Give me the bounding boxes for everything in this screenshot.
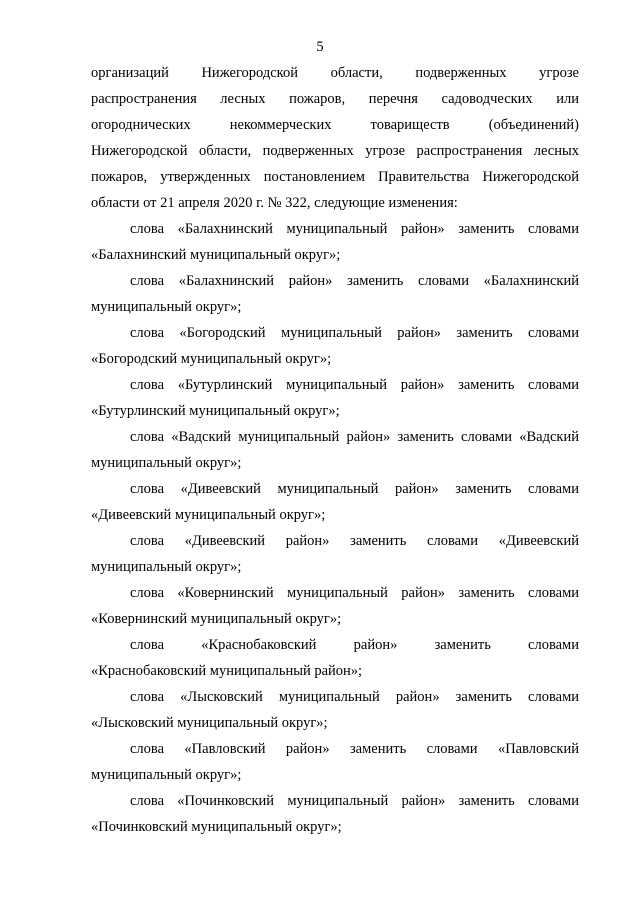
text-line: «Дивеевский муниципальный округ»; (91, 507, 326, 523)
text-line: «Краснобаковский муниципальный район»; (91, 663, 363, 679)
text-line: слова «Балахнинский район» заменить словами «Балахнинский (130, 273, 579, 289)
text-line: слова «Вадский муниципальный район» заменить словами «Вадский (130, 429, 579, 445)
text-line: области от 21 апреля 2020 г. № 322, следующие изменения: (91, 195, 458, 211)
text-line: «Ковернинский муниципальный округ»; (91, 611, 342, 627)
text-line: пожаров, утвержденных постановлением Правительства Нижегородской (91, 169, 579, 185)
text-line: слова «Ковернинский муниципальный район» заменить словами (130, 585, 579, 601)
text-line: муниципальный округ»; (91, 559, 242, 575)
text-line: слова «Дивеевский муниципальный район» заменить словами (130, 481, 579, 497)
text-line: «Бутурлинский муниципальный округ»; (91, 403, 340, 419)
text-line: «Балахнинский муниципальный округ»; (91, 247, 341, 263)
text-line: слова «Богородский муниципальный район» заменить словами (130, 325, 579, 341)
text-line: слова «Починковский муниципальный район» заменить словами (130, 793, 579, 809)
text-line: слова «Бутурлинский муниципальный район» заменить словами (130, 377, 579, 393)
text-line: организаций Нижегородской области, подверженных угрозе (91, 65, 579, 81)
text-line: «Починковский муниципальный округ»; (91, 819, 342, 835)
text-line: слова «Павловский район» заменить словами «Павловский (130, 741, 579, 757)
text-line: слова «Краснобаковский район» заменить словами (130, 637, 579, 653)
text-line: Нижегородской области, подверженных угрозе распространения лесных (91, 143, 579, 159)
text-line: слова «Дивеевский район» заменить словами «Дивеевский (130, 533, 579, 549)
text-line: распространения лесных пожаров, перечня садоводческих или (91, 91, 579, 107)
text-line: огороднических некоммерческих товариществ (объединений) (91, 117, 579, 133)
page-number: 5 (316, 39, 324, 55)
text-line: слова «Лысковский муниципальный район» заменить словами (130, 689, 579, 705)
document-body (91, 60, 579, 840)
text-line: «Богородский муниципальный округ»; (91, 351, 332, 367)
text-line: муниципальный округ»; (91, 455, 242, 471)
text-line: муниципальный округ»; (91, 767, 242, 783)
text-line: слова «Балахнинский муниципальный район» заменить словами (130, 221, 579, 237)
text-line: муниципальный округ»; (91, 299, 242, 315)
text-line: «Лысковский муниципальный округ»; (91, 715, 328, 731)
